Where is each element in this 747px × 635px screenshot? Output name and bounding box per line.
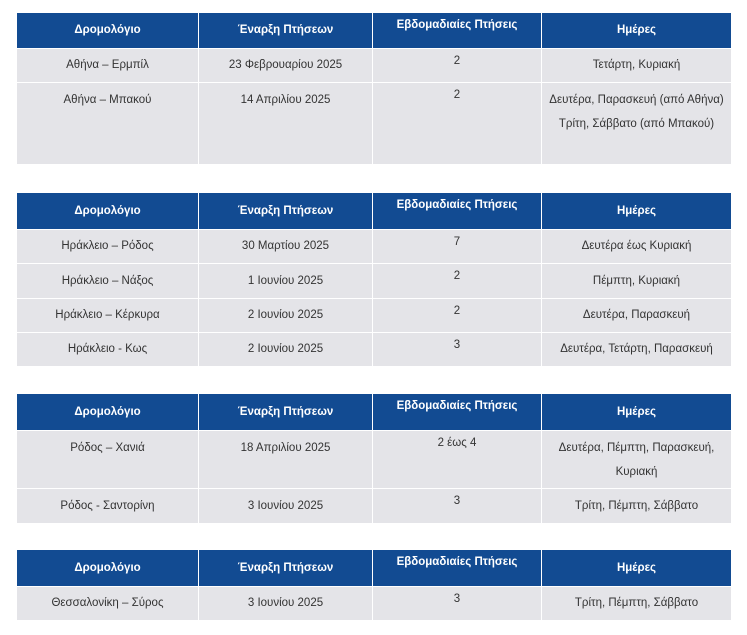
route-cell: Ηράκλειο - Κως (17, 332, 199, 366)
route-cell: Ηράκλειο – Νάξος (17, 263, 199, 298)
header-weekly-flights: Εβδομαδιαίες Πτήσεις (373, 394, 542, 430)
weekly-flights-cell: 2 (373, 48, 542, 82)
days-cell: Δευτέρα, Πέμπτη, Παρασκευή, Κυριακή (542, 430, 732, 488)
start-date-cell: 3 Ιουνίου 2025 (199, 488, 373, 523)
weekly-flights-cell: 3 (373, 488, 542, 523)
table-header-row (17, 550, 732, 586)
header-days: Ημέρες (542, 550, 732, 586)
header-weekly-flights: Εβδομαδιαίες Πτήσεις (373, 13, 542, 48)
start-date-cell: 1 Ιουνίου 2025 (199, 263, 373, 298)
start-date-cell: 23 Φεβρουαρίου 2025 (199, 48, 373, 82)
weekly-flights-cell: 3 (373, 332, 542, 366)
header-route: Δρομολόγιο (17, 13, 199, 48)
weekly-flights-cell: 3 (373, 586, 542, 620)
header-days: Ημέρες (542, 13, 732, 48)
routes-table-2 (16, 193, 732, 367)
route-cell: Αθήνα – Μπακού (17, 82, 199, 164)
table-row (17, 586, 732, 620)
header-days: Ημέρες (542, 394, 732, 430)
days-cell: Τρίτη, Πέμπτη, Σάββατο (542, 586, 732, 620)
start-date-cell: 2 Ιουνίου 2025 (199, 332, 373, 366)
weekly-flights-cell: 7 (373, 229, 542, 263)
table-header-row (17, 193, 732, 229)
days-cell: Δευτέρα, Παρασκευή (542, 298, 732, 332)
route-cell: Αθήνα – Ερμπίλ (17, 48, 199, 82)
start-date-cell: 14 Απριλίου 2025 (199, 82, 373, 164)
header-start: Έναρξη Πτήσεων (199, 193, 373, 229)
start-date-cell: 30 Μαρτίου 2025 (199, 229, 373, 263)
days-cell: Δευτέρα έως Κυριακή (542, 229, 732, 263)
routes-table-1 (16, 13, 732, 165)
weekly-flights-cell: 2 (373, 298, 542, 332)
start-date-cell: 2 Ιουνίου 2025 (199, 298, 373, 332)
table-header-row (17, 13, 732, 48)
route-cell: Ρόδος - Σαντορίνη (17, 488, 199, 523)
start-date-cell: 18 Απριλίου 2025 (199, 430, 373, 488)
header-start: Έναρξη Πτήσεων (199, 394, 373, 430)
header-route: Δρομολόγιο (17, 550, 199, 586)
days-cell: Τρίτη, Πέμπτη, Σάββατο (542, 488, 732, 523)
table-row (17, 332, 732, 366)
days-cell: Δευτέρα, Τετάρτη, Παρασκευή (542, 332, 732, 366)
weekly-flights-cell: 2 έως 4 (373, 430, 542, 488)
table-header-row (17, 394, 732, 430)
table-row (17, 488, 732, 523)
table-row (17, 430, 732, 488)
table-row (17, 82, 732, 164)
routes-table-4 (16, 550, 732, 621)
route-cell: Ρόδος – Χανιά (17, 430, 199, 488)
header-start: Έναρξη Πτήσεων (199, 13, 373, 48)
route-cell: Ηράκλειο – Ρόδος (17, 229, 199, 263)
header-days: Ημέρες (542, 193, 732, 229)
days-cell: Δευτέρα, Παρασκευή (από Αθήνα) Τρίτη, Σάββατο (από Μπακού) (542, 82, 732, 164)
days-cell: Πέμπτη, Κυριακή (542, 263, 732, 298)
table-row (17, 48, 732, 82)
route-cell: Θεσσαλονίκη – Σύρος (17, 586, 199, 620)
header-route: Δρομολόγιο (17, 193, 199, 229)
start-date-cell: 3 Ιουνίου 2025 (199, 586, 373, 620)
table-row (17, 229, 732, 263)
days-cell: Τετάρτη, Κυριακή (542, 48, 732, 82)
header-start: Έναρξη Πτήσεων (199, 550, 373, 586)
table-row (17, 263, 732, 298)
weekly-flights-cell: 2 (373, 263, 542, 298)
table-row (17, 298, 732, 332)
routes-table-3 (16, 394, 732, 524)
header-route: Δρομολόγιο (17, 394, 199, 430)
header-weekly-flights: Εβδομαδιαίες Πτήσεις (373, 550, 542, 586)
weekly-flights-cell: 2 (373, 82, 542, 164)
route-cell: Ηράκλειο – Κέρκυρα (17, 298, 199, 332)
header-weekly-flights: Εβδομαδιαίες Πτήσεις (373, 193, 542, 229)
